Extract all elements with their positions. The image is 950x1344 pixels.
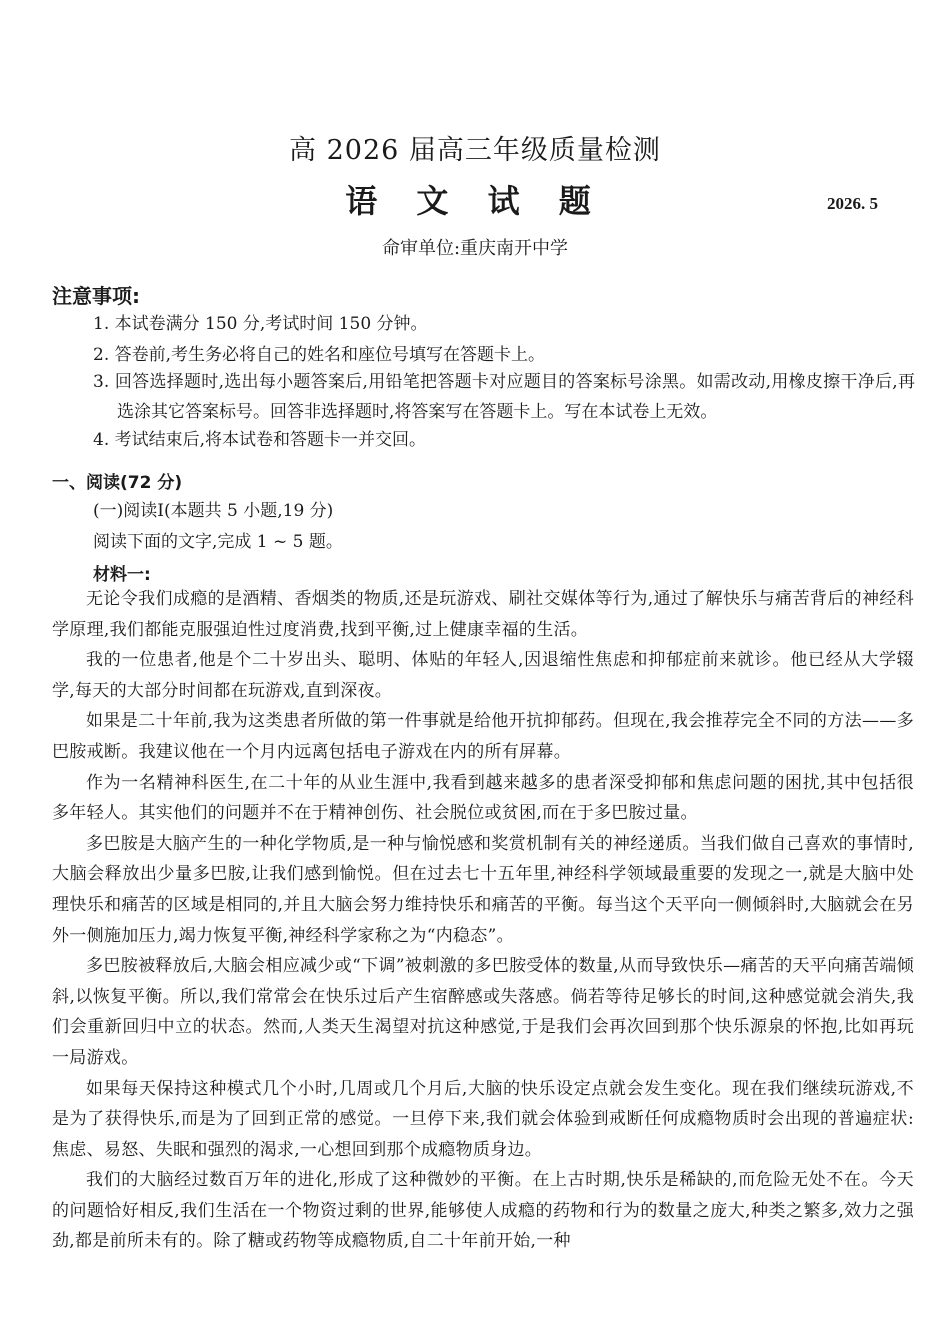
- notice-item-3-text: 3. 回答选择题时,选出每小题答案后,用铅笔把答题卡对应题目的答案标号涂黑。如需改动,用橡皮擦干净后,再选涂其它答案标号。回答非选择题时,将答案写在答题卡上。写在本试卷上无效。: [93, 372, 915, 422]
- material-label: 材料一:: [93, 565, 151, 585]
- paragraph: 多巴胺是大脑产生的一种化学物质,是一种与愉悦感和奖赏机制有关的神经递质。当我们做自己喜欢的事情时,大脑会释放出少量多巴胺,让我们感到愉悦。但在过去七十五年里,神经科学领域最重要的发现之一,就是大脑中处理快乐和痛苦的区域是相同的,并且大脑会努力维持快乐和痛苦的平衡。每当这个天平向一侧倾斜时,大脑就会在另外一侧施加压力,竭力恢复平衡,神经科学家称之为“内稳态”。: [52, 833, 914, 946]
- exam-date: 2026. 5: [827, 194, 878, 213]
- subsection-heading: (一)阅读Ⅰ(本题共 5 小题,19 分): [93, 501, 334, 521]
- notice-item-1: 1. 本试卷满分 150 分,考试时间 150 分钟。: [93, 314, 428, 334]
- notice-item-2: 2. 答卷前,考生务必将自己的姓名和座位号填写在答题卡上。: [93, 345, 546, 365]
- article-body: [52, 584, 914, 1257]
- paragraph: 我们的大脑经过数百万年的进化,形成了这种微妙的平衡。在上古时期,快乐是稀缺的,而危险无处不在。今天的问题恰好相反,我们生活在一个物资过剩的世界,能够使人成瘾的药物和行为的数量之庞大,种类之繁多,效力之强劲,都是前所未有的。除了糖或药物等成瘾物质,自二十年前开始,一种: [52, 1170, 914, 1252]
- setter-line: 命审单位:重庆南开中学: [381, 238, 569, 259]
- paragraph: 多巴胺被释放后,大脑会相应减少或“下调”被刺激的多巴胺受体的数量,从而导致快乐—痛苦的天平向痛苦端倾斜,以恢复平衡。所以,我们常常会在快乐过后产生宿醉感或失落感。倘若等待足够长的时间,这种感觉就会消失,我们会重新回归中立的状态。然而,人类天生渴望对抗这种感觉,于是我们会再次回到那个快乐源泉的怀抱,比如再玩一局游戏。: [52, 956, 914, 1068]
- paragraph: 如果是二十年前,我为这类患者所做的第一件事就是给他开抗抑郁药。但现在,我会推荐完全不同的方法——多巴胺戒断。我建议他在一个月内远离包括电子游戏在内的所有屏幕。: [52, 711, 914, 762]
- reading-instruction: 阅读下面的文字,完成 1 ~ 5 题。: [93, 532, 343, 552]
- paragraph: 如果每天保持这种模式几个小时,几周或几个月后,大脑的快乐设定点就会发生变化。现在我们继续玩游戏,不是为了获得快乐,而是为了回到正常的感觉。一旦停下来,我们就会体验到戒断任何成瘾物质时会出现的普遍症状:焦虑、易怒、失眠和强烈的渴求,一心想回到那个成瘾物质身边。: [52, 1078, 914, 1160]
- notice-item-3: [93, 367, 915, 427]
- paragraph: 作为一名精神科医生,在二十年的从业生涯中,我看到越来越多的患者深受抑郁和焦虑问题的困扰,其中包括很多年轻人。其实他们的问题并不在于精神创伤、社会脱位或贫困,而在于多巴胺过量。: [52, 772, 914, 824]
- notice-heading: 注意事项:: [52, 284, 140, 308]
- exam-title: 高 2026 届高三年级质量检测: [289, 135, 661, 166]
- paragraph: 我的一位患者,他是个二十岁出头、聪明、体贴的年轻人,因退缩性焦虑和抑郁症前来就诊。他已经从大学辍学,每天的大部分时间都在玩游戏,直到深夜。: [52, 650, 914, 701]
- section-heading: 一、阅读(72 分): [52, 473, 183, 493]
- subject-title: 语 文 试 题: [345, 182, 605, 220]
- paragraph: 无论令我们成瘾的是酒精、香烟类的物质,还是玩游戏、刷社交媒体等行为,通过了解快乐与痛苦背后的神经科学原理,我们都能克服强迫性过度消费,找到平衡,过上健康幸福的生活。: [52, 589, 914, 640]
- notice-item-4: 4. 考试结束后,将本试卷和答题卡一并交回。: [93, 430, 427, 450]
